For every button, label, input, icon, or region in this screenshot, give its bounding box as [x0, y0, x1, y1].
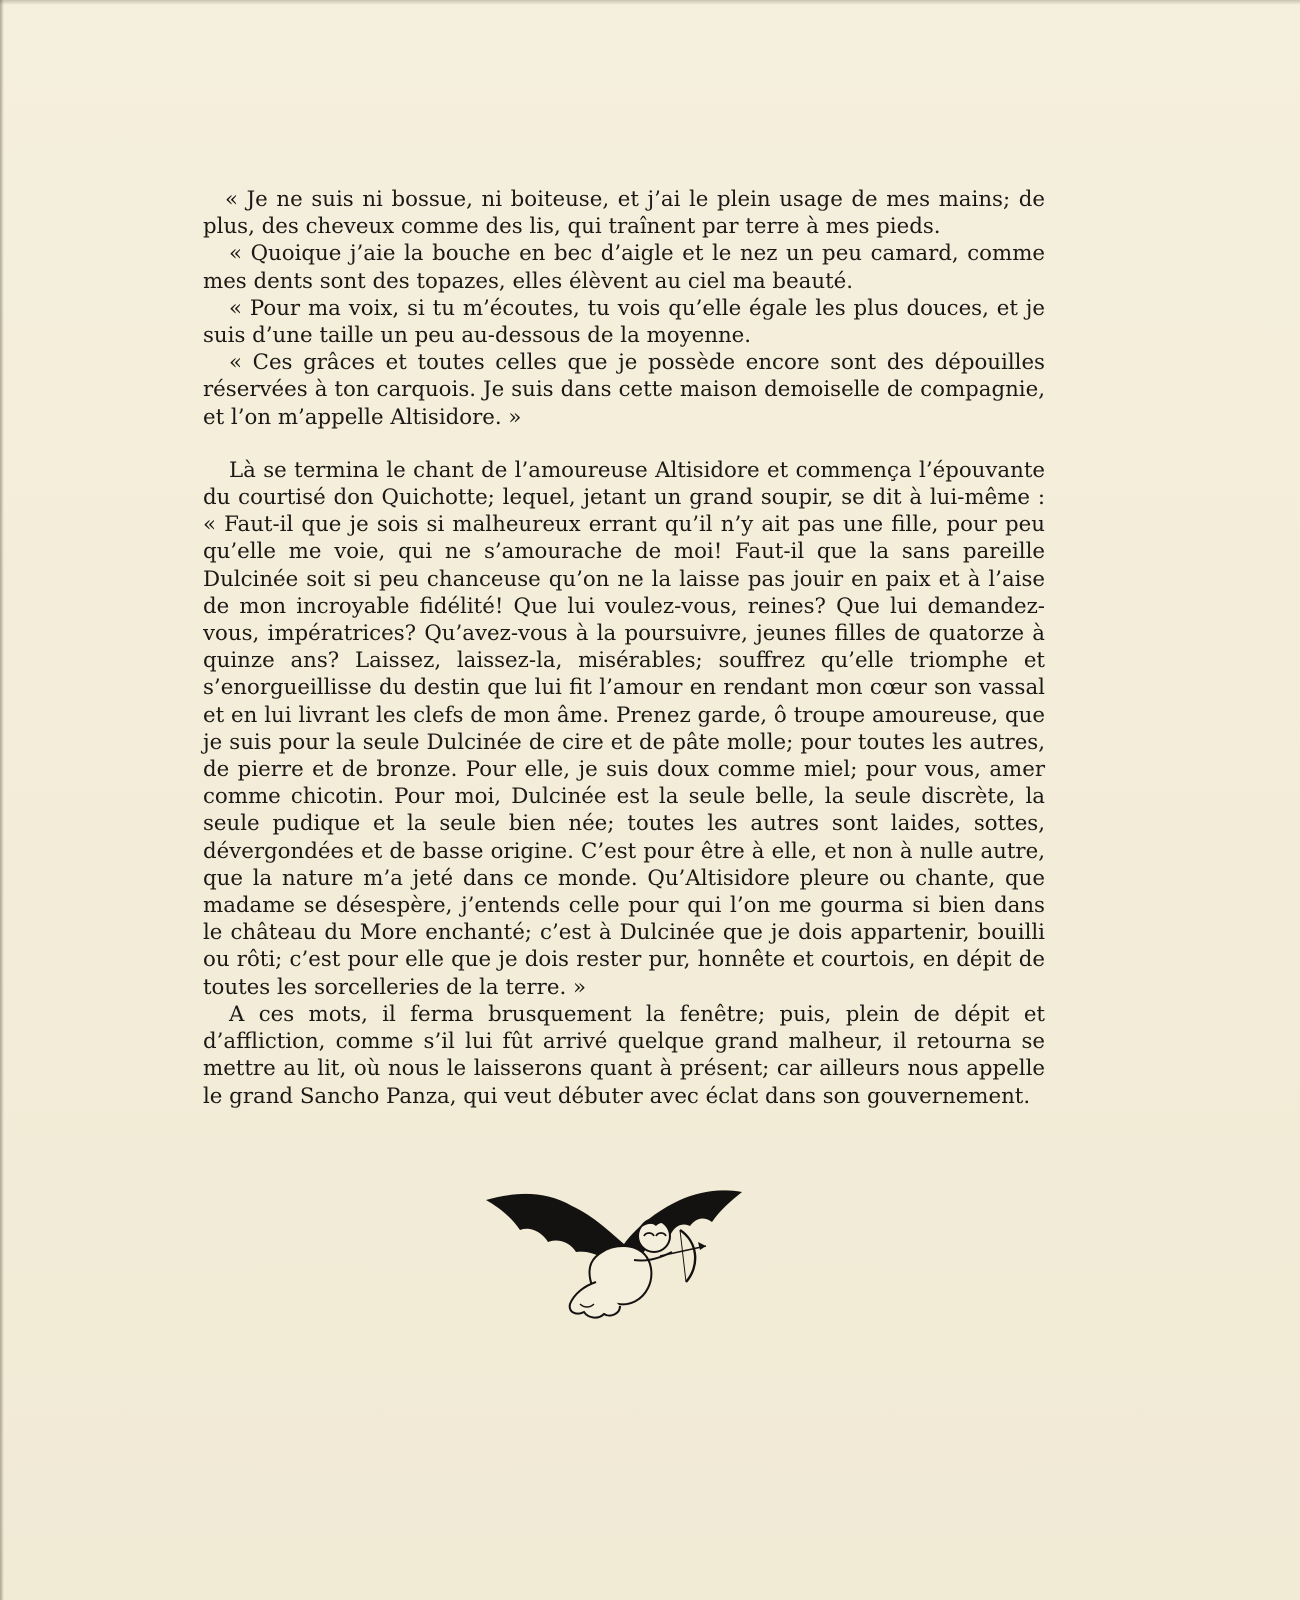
page-top-edge — [0, 0, 1300, 5]
paragraph-2: A ces mots, il ferma brusquement la fenêtre; puis, plein de dépit et d’affliction, comme s’il lui fût arrivé quelque grand malheur, il retourna se mettre au lit, où nous le laisserons quant à présent; car ailleurs nous appelle le grand Sancho Panza, qui veut débuter avec éclat dans son gouvernement. — [203, 1001, 1045, 1109]
section-spacer — [203, 431, 1045, 457]
stanza-1: « Je ne suis ni bossue, ni boiteuse, et j’ai le plein usage de mes mains; de plus, des cheveux comme des lis, qui traînent par terre à mes pieds. — [203, 187, 1045, 240]
text-block — [203, 186, 1045, 1110]
paragraph-1: Là se termina le chant de l’amoureuse Altisidore et commença l’épouvante du courtisé don Quichotte; lequel, jetant un grand soupir, se dit à lui-même : « Faut-il que je sois si malheureux errant qu’il n’y ait pas une fille, pour peu qu’elle me voie, qui ne s’amourache de moi! Faut-il que la sans pareille Dulcinée soit si peu chanceuse qu’on ne la laisse pas jouir en paix et à l’aise de mon incroyable fidélité! Que lui voulez-vous, reines? Que lui demandez-vous, impératrices? Qu’avez-vous à la poursuivre, jeunes filles de quatorze à quinze ans? Laissez, laissez-la, misérables; souffrez qu’elle triomphe et s’enorgueillisse du destin que lui fit l’amour en rendant mon cœur son vassal et en lui livrant les clefs de mon âme. Prenez garde, ô troupe amoureuse, que je suis pour la seule Dulcinée de cire et de pâte molle; pour toutes les autres, de pierre et de bronze. Pour elle, je suis doux comme miel; pour vous, amer comme chicotin. Pour moi, Dulcinée est la seule belle, la seule discrète, la seule pudique et la seule bien née; toutes les autres sont laides, sottes, dévergondées et de basse origine. C’est pour être à elle, et non à nulle autre, que la nature m’a jeté dans ce monde. Qu’Altisidore pleure ou chante, que madame se désespère, j’entends celle pour qui l’on me gourma si bien dans le château du More enchanté; c’est à Dulcinée que je dois appartenir, bouilli ou rôti; c’est pour elle que je dois rester pur, honnête et courtois, en dépit de toutes les sorcelleries de la terre. » — [203, 457, 1045, 1000]
cupid-arrowhead — [698, 1242, 706, 1250]
stanza-4: « Ces grâces et toutes celles que je possède encore sont des dépouilles réservées à ton carquois. Je suis dans cette maison demoiselle de compagnie, et l’on m’appelle Altisidore. » — [203, 350, 1045, 430]
stanza-2: « Quoique j’aie la bouche en bec d’aigle et le nez un peu camard, comme mes dents sont des topazes, elles élèvent au ciel ma beauté. — [203, 241, 1045, 294]
cupid-bowstring — [680, 1230, 686, 1282]
winged-cupid-icon — [484, 1186, 754, 1336]
cupid-bow — [680, 1230, 695, 1282]
page-left-edge — [0, 0, 4, 1600]
stanza-3: « Pour ma voix, si tu m’écoutes, tu vois qu’elle égale les plus douces, et je suis d’une taille un peu au-dessous de la moyenne. — [203, 295, 1045, 349]
